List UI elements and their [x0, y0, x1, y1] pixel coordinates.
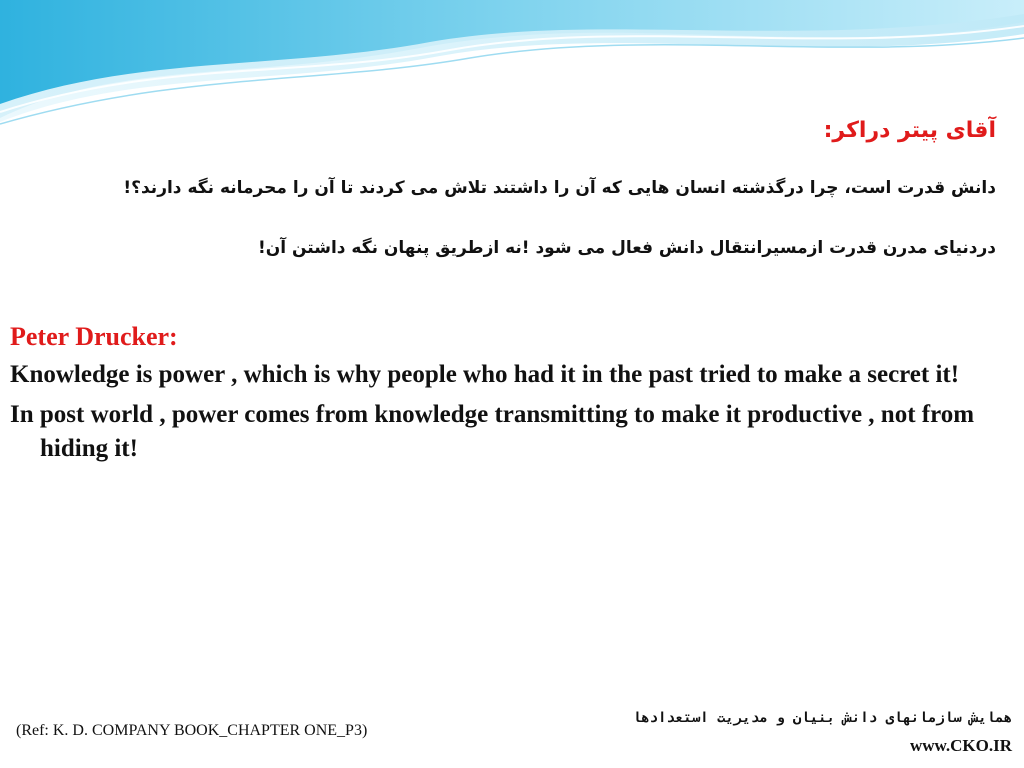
header-wave-decoration [0, 0, 1024, 130]
conference-name: همایش سازمانهای دانش بنیان و مدیریت استعدادها [632, 710, 1012, 726]
persian-title: آقای پیتر دراکر: [823, 118, 996, 143]
footer-url: www.CKO.IR [909, 736, 1012, 755]
english-quote-block [10, 322, 1000, 472]
persian-line-2: دردنیای مدرن قدرت ازمسیرانتقال دانش فعال می شود !نه ازطریق پنهان نگه داشتن آن! [257, 238, 996, 258]
persian-line-1: دانش قدرت است، چرا درگذشته انسان هایی که آن را داشتند تلاش می کردند تا آن را محرمانه نگه دارند؟! [123, 178, 996, 198]
english-paragraph-1: Knowledge is power , which is why people who had it in the past tried to make a secret it! [10, 361, 960, 388]
english-paragraph-2: In post world , power comes from knowledge transmitting to make it productive , not from hiding it! [10, 401, 975, 462]
reference-note: (Ref: K. D. COMPANY BOOK_CHAPTER ONE_P3) [16, 722, 368, 739]
english-title: Peter Drucker: [10, 322, 178, 351]
